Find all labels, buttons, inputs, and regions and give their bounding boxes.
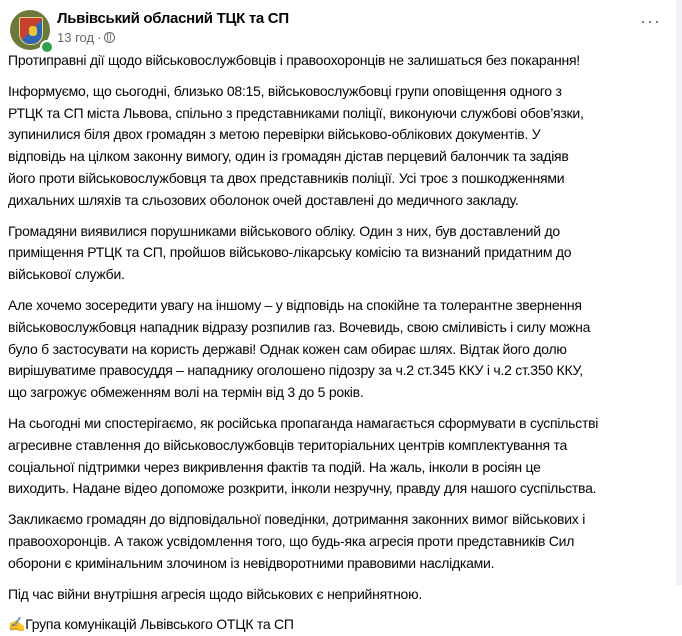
scrollbar[interactable] xyxy=(676,0,682,585)
text-line: соціальної підтримки через викривлення фактів та подій. На жаль, інколи в росіян це xyxy=(8,458,541,475)
text-line: Протиправні дії щодо військовослужбовців і правоохоронців не залишаться без покарання! xyxy=(8,52,580,68)
text-line: правоохоронців. А також усвідомлення того, що будь-яка агресія проти представників Сил xyxy=(8,532,575,549)
post-paragraph xyxy=(8,584,668,606)
text-line: відповідь на цілком законну вимогу, один із громадян дістав перцевий балончик та задіяв xyxy=(8,148,569,165)
post-paragraph xyxy=(8,509,668,574)
signature-text: Група комунікацій Львівського ОТЦК та СП xyxy=(25,616,294,633)
text-line: Під час війни внутрішня агресія щодо військових є неприйнятною. xyxy=(8,585,422,602)
text-line: що загрожує обмеженням волі на термін від 3 до 5 років. xyxy=(8,384,364,401)
text-line: Інформуємо, що сьогодні, близько 08:15, військовослужбовці групи оповіщення одного з xyxy=(8,82,562,99)
post-paragraph xyxy=(8,81,668,212)
text-line: Громадяни виявилися порушниками військового обліку. Один з них, був доставлений до xyxy=(8,222,560,239)
text-line: оборони є кримінальним злочином із невідворотними правовими наслідками. xyxy=(8,554,495,571)
text-line: військової служби. xyxy=(8,266,125,283)
post-paragraph xyxy=(8,295,668,404)
author-name[interactable]: Львівський обласний ТЦК та СП xyxy=(57,10,289,27)
text-line: Закликаємо громадян до відповідальної поведінки, дотримання законних вимог військових і xyxy=(8,511,586,528)
more-options-button[interactable]: ··· xyxy=(640,11,661,31)
post-paragraph xyxy=(8,413,668,500)
text-line: військовослужбовця нападник відразу розпилив газ. Вочевидь, свою сміливість і силу можна xyxy=(8,318,591,335)
post-header xyxy=(0,0,682,56)
meta-separator: · xyxy=(97,30,102,45)
writing-hand-icon: ✍ xyxy=(8,616,26,633)
post-text xyxy=(8,50,668,636)
post-meta xyxy=(57,30,115,45)
text-line: Але хочемо зосередити увагу на іншому – у відповідь на спокійне та толерантне звернення xyxy=(8,296,582,313)
globe-icon xyxy=(104,32,115,43)
text-line: агресивне ставлення до військовослужбовців територіальних центрів комплектування та xyxy=(8,436,568,453)
text-line: було б застосувати на користь державі! Однак кожен сам обирає шлях. Відтак його долю xyxy=(8,340,567,357)
text-line: дихальних шляхів та сльозових оболонок очей доставлені до медичного закладу. xyxy=(8,191,519,208)
text-line: виходить. Надане відео допоможе розкрити, інколи незручну, правду для нашого суспільства. xyxy=(8,480,597,497)
lion-icon xyxy=(29,26,37,36)
text-line: вирішуватиме правосуддя – нападнику оголошено підозру за ч.2 ст.345 ККУ і ч.2 ст.350 ККУ, xyxy=(8,362,583,379)
text-line: РТЦК та СП міста Львова, спільно з представниками поліції, виконуючи службові обов’язки, xyxy=(8,104,584,121)
signature xyxy=(8,614,668,636)
post-paragraph xyxy=(8,221,668,286)
text-line: його проти військовослужбовця та двох представників поліції. Усі троє з пошкодженнями xyxy=(8,169,565,186)
text-line: зупинилися біля двох громадян з метою перевірки військово-облікових документів. У xyxy=(8,126,541,143)
post-paragraph xyxy=(8,50,668,72)
text-line: приміщення РТЦК та СП, пройшов військово-лікарську комісію та визнаний придатним до xyxy=(8,244,572,261)
post-time[interactable]: 13 год xyxy=(57,30,95,45)
text-line: На сьогодні ми спостерігаємо, як російська пропаганда намагається сформувати в суспільстві xyxy=(8,414,599,431)
